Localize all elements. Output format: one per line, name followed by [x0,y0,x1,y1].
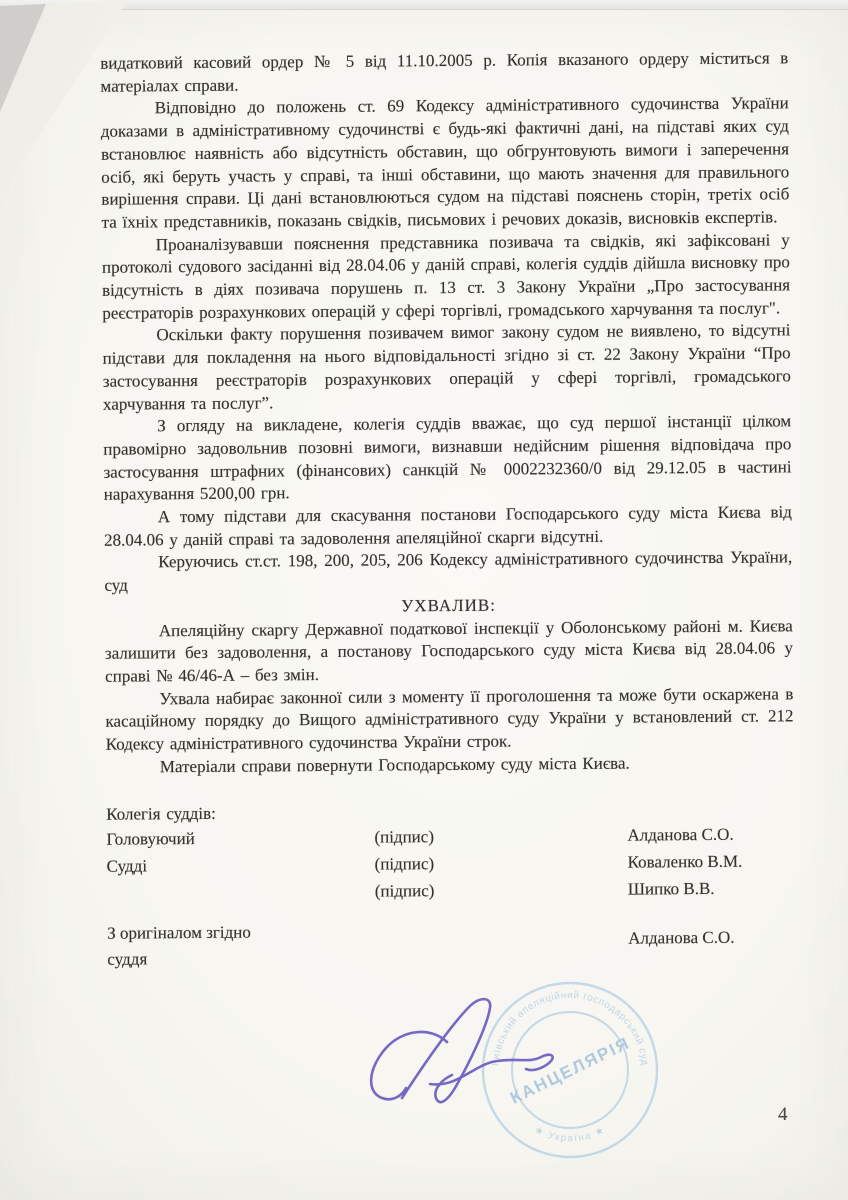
judge-role: Головуючий [106,829,195,849]
paragraph: Оскільки факту порушення позивачем вимог закону судом не виявлено, то відсутні підстави для покладення на нього відповідальності згідно зі ст. 22 Закону України “Про застосування реєстраторів розрахункових операцій у сфері торгівлі, громадського харчування та послуг”. [102,320,791,414]
signature-placeholder: (підпис) [374,881,435,901]
paragraph: Керуючись ст.ст. 198, 200, 205, 206 Кодексу адміністративного судочинства України, суд [104,547,793,595]
paragraph: Проаналізувавши пояснення представника позивача та свідків, які зафіксовані у протоколі судового засіданні від 28.04.06 у даній справі, колегія суддів дійшла висновку про відсутність в діях позивача порушень п. 13 ст. 3 Закону України „Про застосування реєстраторів розрахункових операцій у сфері торгівлі, громадського харчування та послуг". [101,229,791,323]
certification-line: суддя [107,949,148,969]
signature-block [106,798,795,907]
svg-text:Київський апеляційний господар: Київський апеляційний господарський суд [490,989,650,1067]
paragraph: А тому підстави для скасування постанови Господарського суду міста Києва від 28.04.06 у даній справі та задоволення апеляційної скарги відсутні. [103,502,792,550]
paragraph: Відповідно до положень ст. 69 Кодексу адміністративного судочинства України доказами в адміністративному судочинстві є будь-які фактичні дані, на підставі яких суд встановлює наявність або відсутність обставин, що обгрунтовують вимоги і заперечення осіб, які беруть участь у справі, та інші обставини, що мають значення для правильного вирішення справи. Ці дані встановлюються судом на підставі пояснень сторін, третіх осіб та їхніх представників, показань свідків, письмових і речових доказів, висновків експертів. [100,93,790,232]
svg-text:КАНЦЕЛЯРІЯ: КАНЦЕЛЯРІЯ [507,1033,634,1108]
document-body [100,47,795,981]
judge-name: Шипко В.В. [627,879,715,899]
paragraph: видатковий касовий ордер № 5 від 11.10.2005 р. Копія вказаного ордеру міститься в матеріалах справи. [100,48,789,96]
certification-block [107,915,795,980]
ink-signature [371,999,553,1102]
certification-line: З оригіналом згідно [107,922,251,943]
paragraph: З огляду на викладене, колегія суддів вважає, що суд першої інстанції цілком правомірно задовольнив позовні вимоги, визнавши недійсним рішення відповідача про застосування штрафних (фінансових) санкцій № 0002232360/0 від 29.12.05 в частині нарахування 5200,00 грн. [103,411,792,505]
paragraph: Матеріали справи повернути Господарському суду міста Києва. [159,753,630,777]
judge-role: Судді [106,856,148,876]
certifying-judge-name: Алданова С.О. [628,927,735,948]
judge-name: Алданова С.О. [627,824,734,845]
signature-row [107,874,795,906]
judge-role [107,878,375,907]
judge-name: Коваленко В.М. [627,851,743,872]
office-stamp-icon [483,983,657,1157]
page-number: 4 [778,1104,788,1125]
signature-placeholder: (підпис) [374,827,435,847]
signature-placeholder: (підпис) [374,854,435,874]
signature-block-title: Колегія суддів: [106,803,216,824]
paragraph: Ухвала набирає законної сили з моменту її проголошення та може бути оскаржена в касаційному порядку до Вищого адміністративного суду України у встановлений ст. 212 Кодексу адміністративного судочинства України строк. [105,683,794,754]
svg-text:★ Україна ★: ★ Україна ★ [532,1124,608,1145]
scan-top-edge [0,0,848,10]
ruling-heading: УХВАЛИВ: [401,595,497,616]
paragraph: Апеляційну скаргу Державної податкової інспекції у Оболонському районі м. Києва залишити без задоволення, а постанову Господарського суду міста Києва від 28.04.06 у справі № 46/46-А – без змін. [104,615,794,686]
